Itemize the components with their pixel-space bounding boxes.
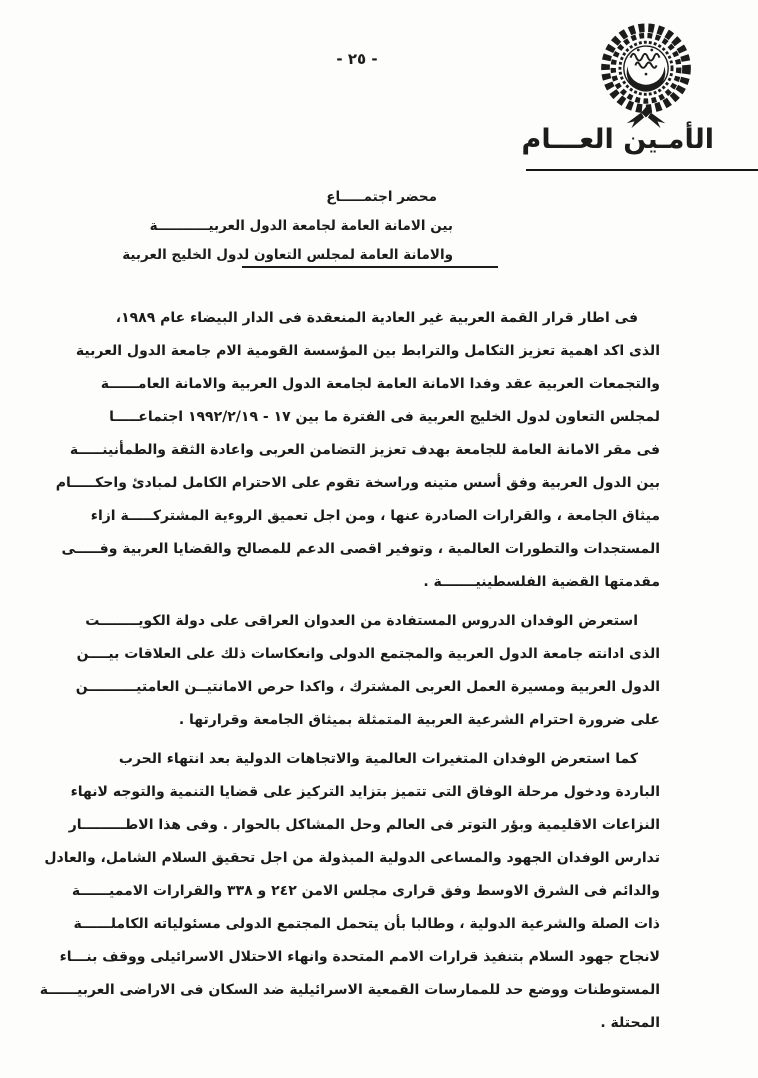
text-line: المحتلة . [600,1015,660,1031]
document-body [39,302,660,1040]
page-number: - ٢٥ - [336,50,378,68]
text-line: الباردة ودخول مرحلة الوفاق التى تتميز بتزايد التركيز على قضايا التنمية والتوجه لانهاء [70,784,660,800]
text-line: كما استعرض الوفدان المتغيرات العالمية والاتجاهات الدولية بعد انتهاء الحرب [118,751,638,767]
text-line: فى اطار قرار القمة العربية غير العادية المنعقدة فى الدار البيضاء عام ١٩٨٩، [115,310,638,326]
arab-league-emblem [588,22,704,130]
text-line: فى مقر الامانة العامة للجامعة بهدف تعزيز التضامن العربى واعادة الثقة والطمأنينـــــة [69,442,660,458]
paragraph-summit-framework [55,302,660,599]
text-line: تدارس الوفدان الجهود والمساعى الدولية المبذولة من اجل تحقيق السلام الشامل، والعادل [44,850,660,866]
text-line: ذات الصلة والشرعية الدولية ، وطالبا بأن يتحمل المجتمع الدولى مسئولياته الكاملــــــة [73,916,660,932]
text-line: والتجمعات العربية عقد وفدا الامانة العامة لجامعة الدول العربية والامانة العامــــــة [100,376,660,392]
heading-underline [242,266,498,268]
document-heading [122,183,453,270]
text-line: ميثاق الجامعة ، والقرارات الصادرة عنها ، ومن اجل تعميق الروءية المشتركـــــة ازاء [90,508,660,524]
text-line: على ضرورة احترام الشرعية العربية المتمثلة بميثاق الجامعة وقرارتها . [178,712,660,728]
text-line: لانجاح جهود السلام بتنفيذ قرارات الامم المتحدة وانهاء الاحتلال الاسرائيلى ووقف بنـــاء [59,949,660,965]
text-line: الدول العربية ومسيرة العمل العربى المشترك ، واكدا حرص الامانتيــن العامتيــــــــــن [75,679,660,695]
calligraphy-icon [631,54,660,68]
text-line: الذى اكد اهمية تعزيز التكامل والترابط بين المؤسسة القومية الام جامعة الدول العربية [75,343,660,359]
text-line: لمجلس التعاون لدول الخليج العربية فى الفترة ما بين ١٧ - ١٩٩٢/٢/١٩ اجتماعـــــا [109,409,660,425]
text-line: بين الدول العربية وفق أسس متينه وراسخة تقوم على الاحترام الكامل لمبادئ واحكـــــام [55,475,660,491]
crescent-icon [627,66,666,91]
heading-line-3: والامانة العامة لمجلس التعاون لدول الخليج العربية [122,247,453,263]
heading-line-1: محضر اجتمـــــاع [326,189,437,205]
text-line: والدائم فى الشرق الاوسط وفق قرارى مجلس الامن ٢٤٢ و ٣٣٨ والقرارات الامميــــــة [71,883,660,899]
calligraphy-dots [637,49,653,76]
text-line: مقدمتها القضية الفلسطينيـــــــة . [423,574,660,590]
letterhead-rule [526,169,758,171]
text-line: الذى ادانته جامعة الدول العربية والمجتمع الدولى وانعكاسات ذلك على العلاقات بيــــن [76,646,660,662]
paragraph-lessons-learned [75,605,660,737]
text-line: استعرض الوفدان الدروس المستفادة من العدوان العراقى على دولة الكويــــــــت [85,613,638,629]
secretary-general-title: الأمـين العـــام [521,124,714,155]
heading-line-2: بين الامانة العامة لجامعة الدول العربيـــــــــــة [149,218,453,234]
text-line: النزاعات الاقليمية وبؤر التوتر فى العالم وحل المشاكل بالحوار . وفى هذا الاطـــــــــار [68,817,660,833]
text-line: المستوطنات ووضع حد للممارسات القمعية الاسرائيلية ضد السكان فى الاراضى العربيــــــة [39,982,660,998]
text-line: المستجدات والتطورات العالمية ، وتوفير اقصى الدعم للمصالح والقضايا العربية وفـــــى [61,541,660,557]
paragraph-global-changes [39,743,660,1040]
wreath-icon [606,28,687,109]
